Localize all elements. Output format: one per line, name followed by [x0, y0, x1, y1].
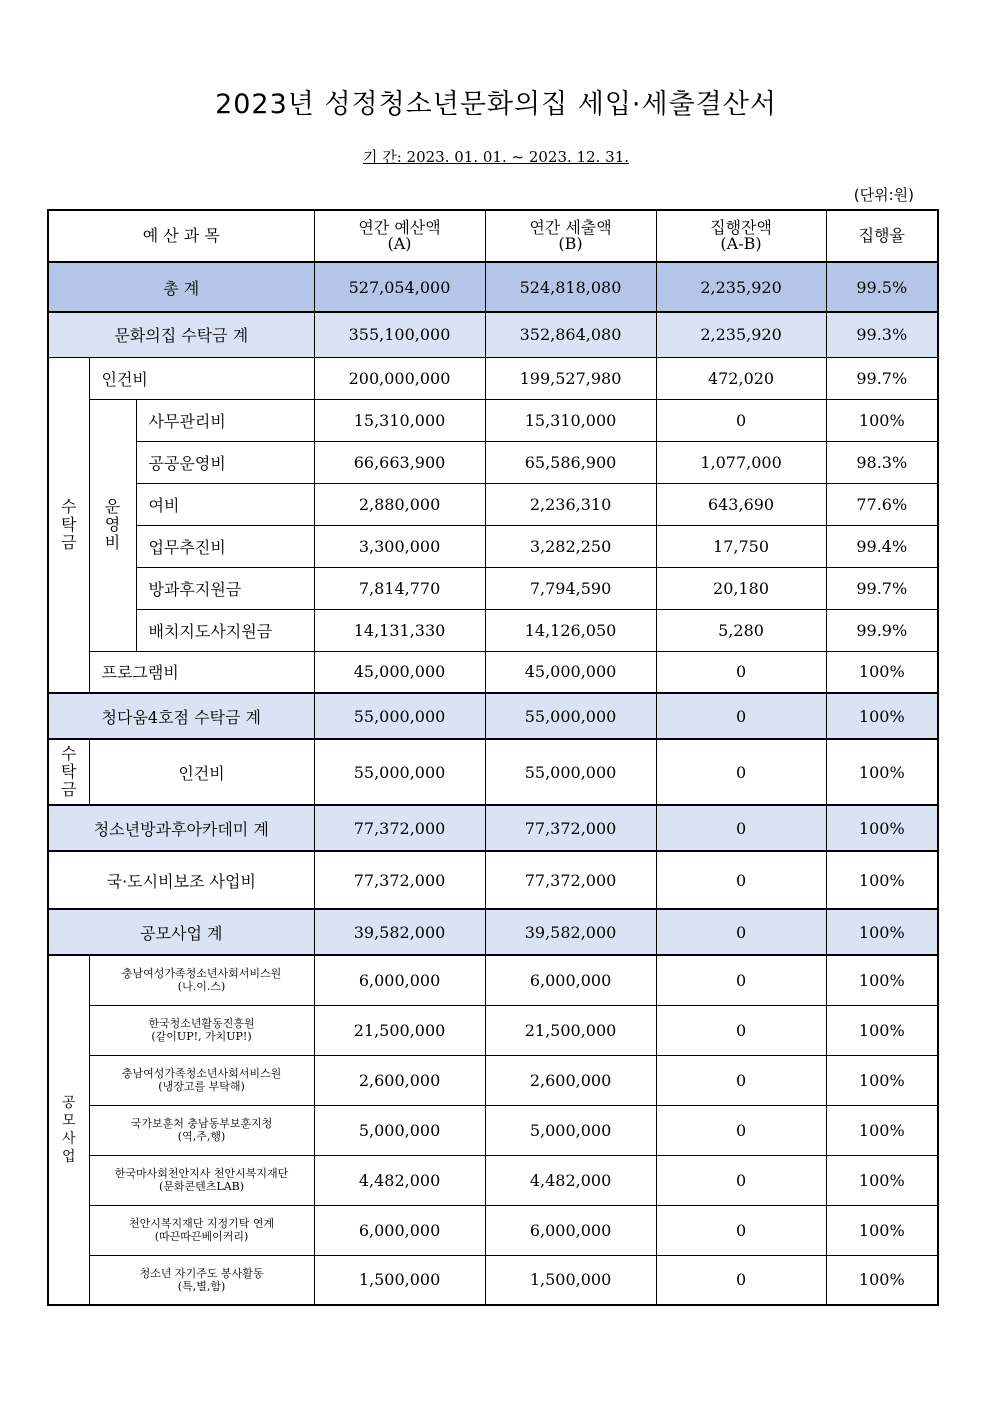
row-budget: 2,880,000: [314, 483, 485, 525]
row-balance: 0: [656, 851, 826, 909]
row-balance: 0: [656, 955, 826, 1005]
row-expense: 2,236,310: [485, 483, 656, 525]
row-label: 한국마사회천안지사 천안시복지재단 (문화콘텐츠LAB): [89, 1155, 314, 1205]
section4-label: 공모사업 계: [48, 909, 314, 955]
row-expense: 65,586,900: [485, 441, 656, 483]
total-expense: 524,818,080: [485, 262, 656, 312]
table-row: [48, 357, 938, 399]
table-row: [48, 1155, 938, 1205]
row-rate: 100%: [826, 955, 938, 1005]
table-row: [48, 1005, 938, 1055]
total-label: 총 계: [48, 262, 314, 312]
period-line: [0, 146, 992, 167]
table-row: [48, 955, 938, 1005]
row-expense: 6,000,000: [485, 955, 656, 1005]
row-expense: 14,126,050: [485, 609, 656, 651]
section2-budget: 55,000,000: [314, 693, 485, 739]
row-rate: 100%: [826, 1205, 938, 1255]
row-expense: 55,000,000: [485, 739, 656, 805]
section3-balance: 0: [656, 805, 826, 851]
section4-rate: 100%: [826, 909, 938, 955]
row-budget: 5,000,000: [314, 1105, 485, 1155]
row-label: 업무추진비: [136, 525, 314, 567]
row-label: 충남여성가족청소년사회서비스원 (나.이.스): [89, 955, 314, 1005]
row-label: 사무관리비: [136, 399, 314, 441]
table-row: [48, 567, 938, 609]
operation-group-label: 운 영 비: [89, 399, 136, 651]
table-row: [48, 483, 938, 525]
table-row: [48, 739, 938, 805]
total-row: [48, 262, 938, 312]
table-row: [48, 441, 938, 483]
section1-label: 문화의집 수탁금 계: [48, 312, 314, 357]
row-expense: 1,500,000: [485, 1255, 656, 1305]
row-rate: 99.7%: [826, 567, 938, 609]
row-balance: 0: [656, 1005, 826, 1055]
row-balance: 0: [656, 1255, 826, 1305]
row-label: 공공운영비: [136, 441, 314, 483]
row-rate: 98.3%: [826, 441, 938, 483]
row-balance: 0: [656, 1105, 826, 1155]
section3-expense: 77,372,000: [485, 805, 656, 851]
row-balance: 0: [656, 1055, 826, 1105]
row-rate: 100%: [826, 851, 938, 909]
section2-group-label: 수 탁 금: [48, 739, 89, 805]
header-budget: 연간 예산액 (A): [314, 210, 485, 262]
row-label: 충남여성가족청소년사회서비스원 (냉장고를 부탁해): [89, 1055, 314, 1105]
row-budget: 45,000,000: [314, 651, 485, 693]
table-row: [48, 399, 938, 441]
table-row: [48, 609, 938, 651]
section2-row: [48, 693, 938, 739]
row-balance: 5,280: [656, 609, 826, 651]
row-balance: 0: [656, 399, 826, 441]
document-title: 2023년 성정청소년문화의집 세입·세출결산서: [215, 89, 777, 120]
row-expense: 5,000,000: [485, 1105, 656, 1155]
row-balance: 20,180: [656, 567, 826, 609]
section1-rate: 99.3%: [826, 312, 938, 357]
table-row: [48, 651, 938, 693]
period-text: 기 간: 2023. 01. 01. ~ 2023. 12. 31.: [362, 148, 630, 166]
row-expense: 3,282,250: [485, 525, 656, 567]
settlement-table: [47, 209, 939, 1306]
row-label: 국·도시비보조 사업비: [48, 851, 314, 909]
row-budget: 7,814,770: [314, 567, 485, 609]
total-budget: 527,054,000: [314, 262, 485, 312]
section2-rate: 100%: [826, 693, 938, 739]
row-balance: 17,750: [656, 525, 826, 567]
table-row: [48, 1205, 938, 1255]
row-label: 청소년 자기주도 봉사활동 (특,별,함): [89, 1255, 314, 1305]
section4-expense: 39,582,000: [485, 909, 656, 955]
section4-balance: 0: [656, 909, 826, 955]
row-balance: 472,020: [656, 357, 826, 399]
row-expense: 21,500,000: [485, 1005, 656, 1055]
row-budget: 14,131,330: [314, 609, 485, 651]
row-label: 인건비: [89, 739, 314, 805]
row-expense: 6,000,000: [485, 1205, 656, 1255]
row-budget: 6,000,000: [314, 1205, 485, 1255]
row-label: 한국청소년활동진흥원 (같이UP!, 가치UP!): [89, 1005, 314, 1055]
section4-row: [48, 909, 938, 955]
row-budget: 15,310,000: [314, 399, 485, 441]
section4-budget: 39,582,000: [314, 909, 485, 955]
row-budget: 200,000,000: [314, 357, 485, 399]
section3-budget: 77,372,000: [314, 805, 485, 851]
row-rate: 99.4%: [826, 525, 938, 567]
row-rate: 100%: [826, 1155, 938, 1205]
row-rate: 99.9%: [826, 609, 938, 651]
row-label: 여비: [136, 483, 314, 525]
section3-row: [48, 805, 938, 851]
header-balance: 집행잔액 (A-B): [656, 210, 826, 262]
unit-label: (단위:원): [853, 186, 914, 204]
row-rate: 100%: [826, 1255, 938, 1305]
row-balance: 643,690: [656, 483, 826, 525]
row-rate: 100%: [826, 651, 938, 693]
row-budget: 4,482,000: [314, 1155, 485, 1205]
row-label: 국가보훈처 충남동부보훈지청 (역,주,행): [89, 1105, 314, 1155]
row-rate: 100%: [826, 1055, 938, 1105]
row-budget: 77,372,000: [314, 851, 485, 909]
row-balance: 0: [656, 651, 826, 693]
table-row: [48, 1055, 938, 1105]
row-expense: 15,310,000: [485, 399, 656, 441]
row-expense: 4,482,000: [485, 1155, 656, 1205]
row-expense: 77,372,000: [485, 851, 656, 909]
row-balance: 0: [656, 1155, 826, 1205]
table-row: [48, 1255, 938, 1305]
row-budget: 1,500,000: [314, 1255, 485, 1305]
row-budget: 55,000,000: [314, 739, 485, 805]
row-label: 인건비: [89, 357, 314, 399]
section4-group-label: 공 모 사 업: [48, 955, 89, 1305]
table-row: [48, 525, 938, 567]
section1-row: [48, 312, 938, 357]
row-budget: 21,500,000: [314, 1005, 485, 1055]
row-rate: 100%: [826, 399, 938, 441]
row-budget: 2,600,000: [314, 1055, 485, 1105]
section2-label: 청다움4호점 수탁금 계: [48, 693, 314, 739]
row-budget: 6,000,000: [314, 955, 485, 1005]
row-rate: 100%: [826, 739, 938, 805]
total-rate: 99.5%: [826, 262, 938, 312]
row-label: 프로그램비: [89, 651, 314, 693]
row-rate: 77.6%: [826, 483, 938, 525]
total-balance: 2,235,920: [656, 262, 826, 312]
header-rate: 집행율: [826, 210, 938, 262]
row-label: 방과후지원금: [136, 567, 314, 609]
row-expense: 199,527,980: [485, 357, 656, 399]
section1-expense: 352,864,080: [485, 312, 656, 357]
row-balance: 0: [656, 1205, 826, 1255]
section1-balance: 2,235,920: [656, 312, 826, 357]
row-rate: 100%: [826, 1005, 938, 1055]
row-budget: 3,300,000: [314, 525, 485, 567]
row-expense: 2,600,000: [485, 1055, 656, 1105]
header-expense: 연간 세출액 (B): [485, 210, 656, 262]
section2-expense: 55,000,000: [485, 693, 656, 739]
row-expense: 7,794,590: [485, 567, 656, 609]
header-row: [48, 210, 938, 262]
row-label: 천안시복지재단 지정기탁 연계 (따끈따끈베이커리): [89, 1205, 314, 1255]
section3-rate: 100%: [826, 805, 938, 851]
row-budget: 66,663,900: [314, 441, 485, 483]
section3-label: 청소년방과후아카데미 계: [48, 805, 314, 851]
table-row: [48, 851, 938, 909]
header-item: 예 산 과 목: [48, 210, 314, 262]
section2-balance: 0: [656, 693, 826, 739]
section1-group-label: 수 탁 금: [48, 357, 89, 693]
row-balance: 0: [656, 739, 826, 805]
row-rate: 100%: [826, 1105, 938, 1155]
row-expense: 45,000,000: [485, 651, 656, 693]
row-balance: 1,077,000: [656, 441, 826, 483]
section1-budget: 355,100,000: [314, 312, 485, 357]
row-rate: 99.7%: [826, 357, 938, 399]
table-row: [48, 1105, 938, 1155]
row-label: 배치지도사지원금: [136, 609, 314, 651]
